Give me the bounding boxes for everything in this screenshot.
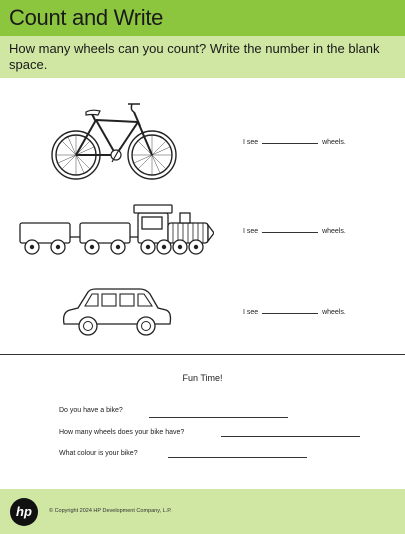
answer-line-bike[interactable]	[149, 417, 288, 418]
answer-suffix: wheels.	[322, 309, 346, 316]
question-colour: What colour is your bike?	[59, 450, 138, 457]
answer-suffix: wheels.	[322, 228, 346, 235]
question-bike: Do you have a bike?	[59, 407, 123, 414]
page-title: Count and Write	[9, 5, 164, 30]
answer-line-car	[243, 307, 346, 316]
answer-prefix: I see	[243, 139, 259, 146]
train-illustration	[16, 201, 214, 257]
answer-line-colour[interactable]	[168, 457, 307, 458]
answer-blank[interactable]	[262, 307, 318, 314]
answer-blank[interactable]	[262, 226, 318, 233]
hp-logo	[10, 498, 38, 526]
hp-logo-text: hp	[16, 504, 32, 519]
answer-prefix: I see	[243, 309, 259, 316]
car-illustration	[60, 284, 174, 338]
fun-time-title: Fun Time!	[182, 373, 223, 383]
answer-suffix: wheels.	[322, 139, 346, 146]
copyright-text: © Copyright 2024 HP Development Company, L.P.	[49, 508, 172, 514]
answer-line-bicycle	[243, 137, 346, 146]
question-wheels: How many wheels does your bike have?	[59, 429, 185, 436]
bicycle-illustration	[48, 98, 180, 184]
answer-line-wheels[interactable]	[221, 436, 360, 437]
answer-blank[interactable]	[262, 137, 318, 144]
answer-line-train	[243, 226, 346, 235]
section-divider	[0, 354, 405, 355]
instruction-text: How many wheels can you count? Write the number in the blank space.	[9, 41, 380, 72]
answer-prefix: I see	[243, 228, 259, 235]
